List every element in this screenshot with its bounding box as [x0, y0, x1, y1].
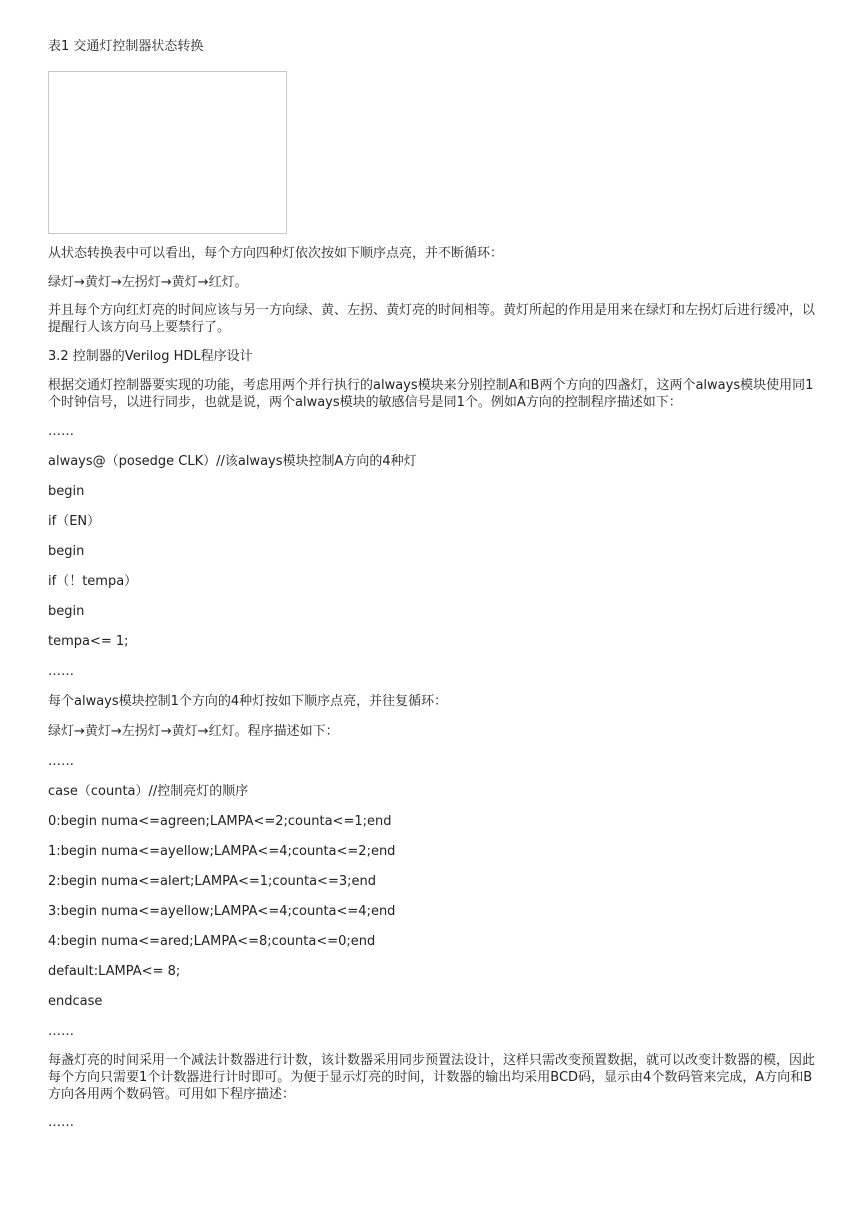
- paragraph-state-cycle: 从状态转换表中可以看出，每个方向四种灯依次按如下顺序点亮，并不断循环：: [48, 246, 504, 261]
- paragraph-program-sequence: 绿灯→黄灯→左拐灯→黄灯→红灯。程序描述如下：: [48, 724, 339, 739]
- code-line: begin: [48, 604, 85, 619]
- paragraph-red-light-timing: 并且每个方向红灯亮的时间应该与另一方向绿、黄、左拐、黄灯亮的时间相等。黄灯所起的作用是用来在绿灯和左拐灯后进行缓冲，以提醒行人该方向马上要禁行了。: [48, 303, 816, 335]
- code-line: tempa<= 1;: [48, 634, 129, 649]
- ellipsis: ……: [48, 424, 74, 439]
- code-line: begin: [48, 484, 85, 499]
- section-heading: 3.2 控制器的Verilog HDL程序设计: [48, 349, 253, 364]
- code-line: default:LAMPA<= 8;: [48, 964, 181, 979]
- document-page: [48, 38, 824, 1132]
- code-line: begin: [48, 544, 85, 559]
- ellipsis: ……: [48, 754, 74, 769]
- paragraph-counter-design: 每盏灯亮的时间采用一个减法计数器进行计数，该计数器采用同步预置法设计，这样只需改变预置数据，就可以改变计数器的模，因此每个方向只需要1个计数器进行计时即可。为便于显示灯亮的时间，计数器的输出均采用BCD码，显示由4个数码管来完成，A方向和B方向各用两个数码管。可用如下程序描述：: [48, 1053, 816, 1102]
- paragraph-module-order: 每个always模块控制1个方向的4种灯按如下顺序点亮，并往复循环：: [48, 694, 448, 709]
- code-line: case（counta）//控制亮灯的顺序: [48, 784, 249, 799]
- ellipsis: ……: [48, 664, 74, 679]
- table-image-placeholder: [48, 71, 287, 234]
- table-caption: 表1 交通灯控制器状态转换: [48, 39, 204, 54]
- code-line: if（！tempa）: [48, 574, 138, 589]
- paragraph-light-sequence: 绿灯→黄灯→左拐灯→黄灯→红灯。: [48, 275, 248, 290]
- ellipsis: ……: [48, 1024, 74, 1039]
- code-line: endcase: [48, 994, 103, 1009]
- code-line: 4:begin numa<=ared;LAMPA<=8;counta<=0;end: [48, 934, 376, 949]
- paragraph-always-modules: 根据交通灯控制器要实现的功能，考虑用两个并行执行的always模块来分别控制A和B两个方向的四盏灯，这两个always模块使用同1个时钟信号，以进行同步，也就是说，两个always模块的敏感信号是同1个。例如A方向的控制程序描述如下：: [48, 378, 814, 410]
- code-line: if（EN）: [48, 514, 101, 529]
- code-line: 0:begin numa<=agreen;LAMPA<=2;counta<=1;end: [48, 814, 392, 829]
- code-line: always@（posedge CLK）//该always模块控制A方向的4种灯: [48, 454, 417, 469]
- code-line: 3:begin numa<=ayellow;LAMPA<=4;counta<=4;end: [48, 904, 396, 919]
- code-line: 2:begin numa<=alert;LAMPA<=1;counta<=3;end: [48, 874, 376, 889]
- ellipsis: ……: [48, 1115, 74, 1130]
- code-line: 1:begin numa<=ayellow;LAMPA<=4;counta<=2;end: [48, 844, 396, 859]
